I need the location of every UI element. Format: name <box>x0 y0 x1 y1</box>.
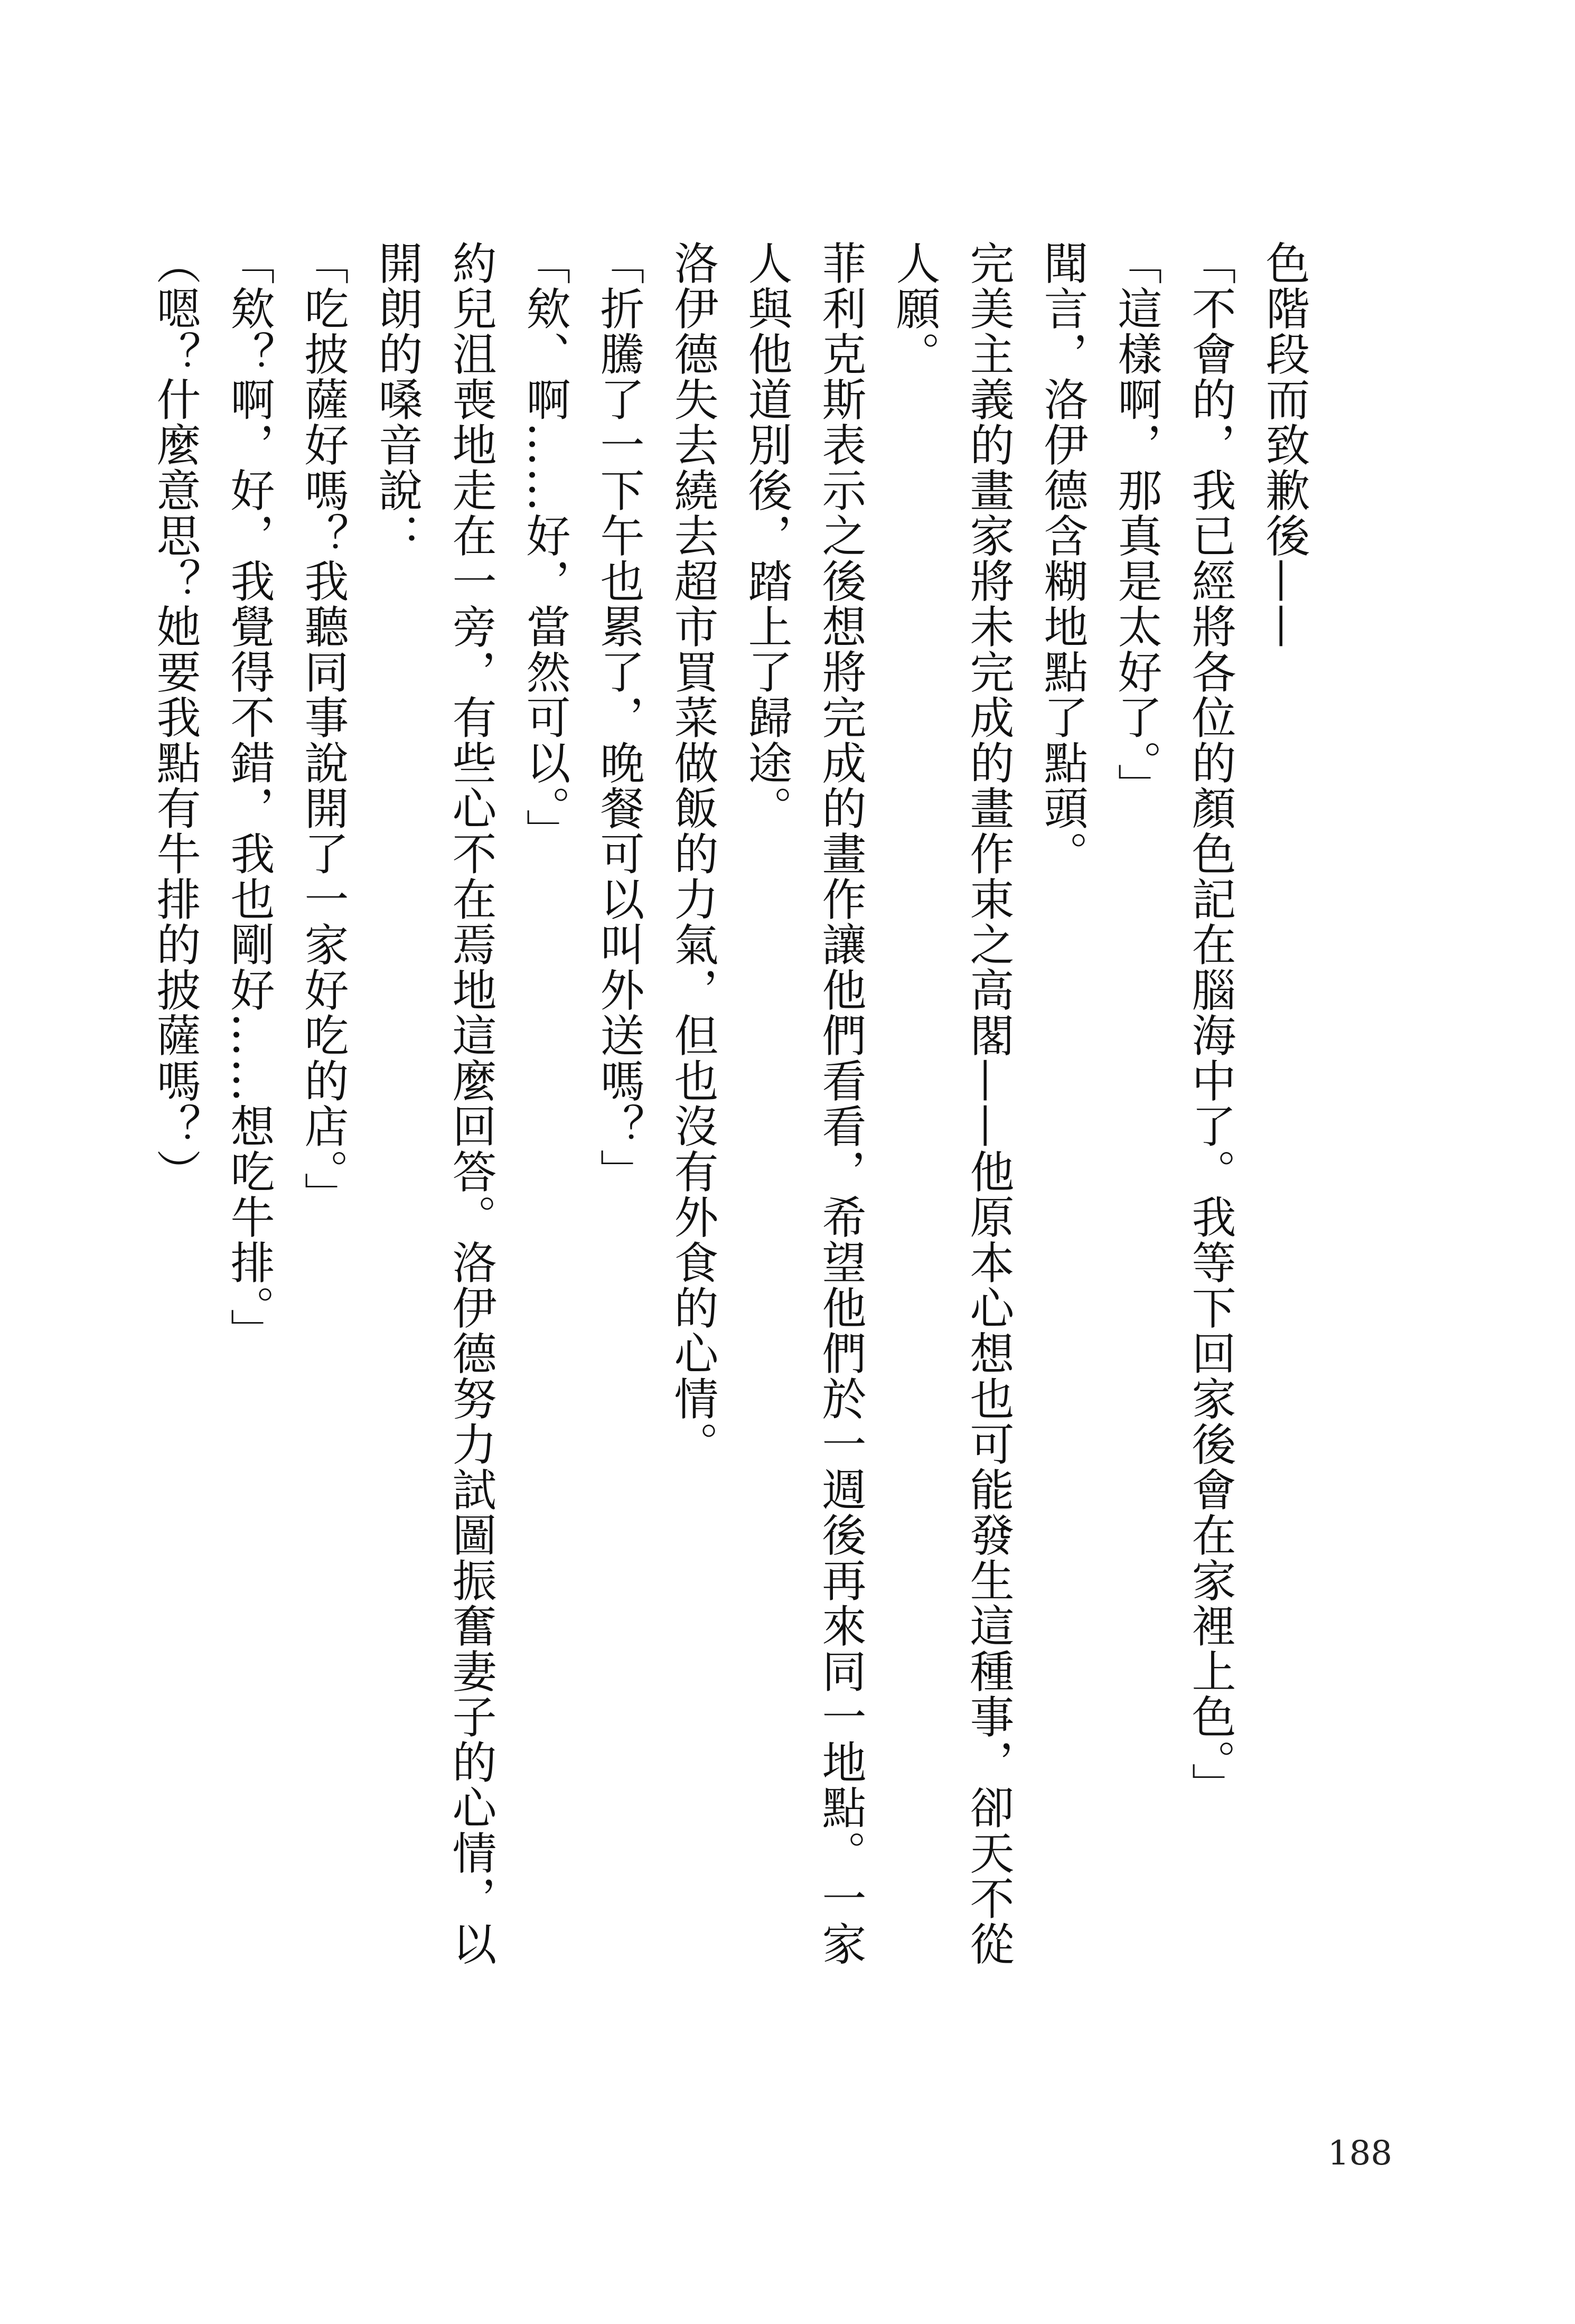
text-line: 「吃披薩好嗎？我聽同事說開了一家好吃的店。」 <box>297 240 349 1217</box>
text-line: 「欸、啊……好，當然可以。」 <box>519 240 571 854</box>
text-line: 色階段而致歉後—— <box>1259 240 1310 649</box>
text-line: 人與他道別後，踏上了歸途。 <box>741 240 793 831</box>
text-line: 約兒沮喪地走在一旁，有些心不在焉地這麼回答。洛伊德努力試圖振奮妻子的心情，以 <box>445 240 497 1966</box>
text-line: 「欸？啊，好，我覺得不錯，我也剛好……想吃牛排。」 <box>223 240 275 1354</box>
page-number: 188 <box>1327 2134 1392 2173</box>
text-line: （嗯？什麼意思？她要我點有牛排的披薩嗎？） <box>149 240 201 1194</box>
text-line: 完美主義的畫家將未完成的畫作束之高閣——他原本心想也可能發生這種事，卻天不從 <box>963 240 1015 1966</box>
text-line: 「這樣啊，那真是太好了。」 <box>1111 240 1162 809</box>
text-line: 「折騰了一下午也累了，晚餐可以叫外送嗎？」 <box>593 240 645 1194</box>
text-line: 開朗的嗓音說： <box>371 240 423 558</box>
text-line: 聞言，洛伊德含糊地點了點頭。 <box>1037 240 1089 876</box>
vertical-text-body <box>138 240 1321 1983</box>
text-line: 洛伊德失去繞去超市買菜做飯的力氣，但也沒有外食的心情。 <box>667 240 719 1467</box>
text-line: 人願。 <box>889 240 941 377</box>
text-line: 「不會的，我已經將各位的顏色記在腦海中了。我等下回家後會在家裡上色。」 <box>1185 240 1236 1808</box>
text-line: 菲利克斯表示之後想將完成的畫作讓他們看看，希望他們於一週後再來同一地點。一家 <box>815 240 867 1966</box>
